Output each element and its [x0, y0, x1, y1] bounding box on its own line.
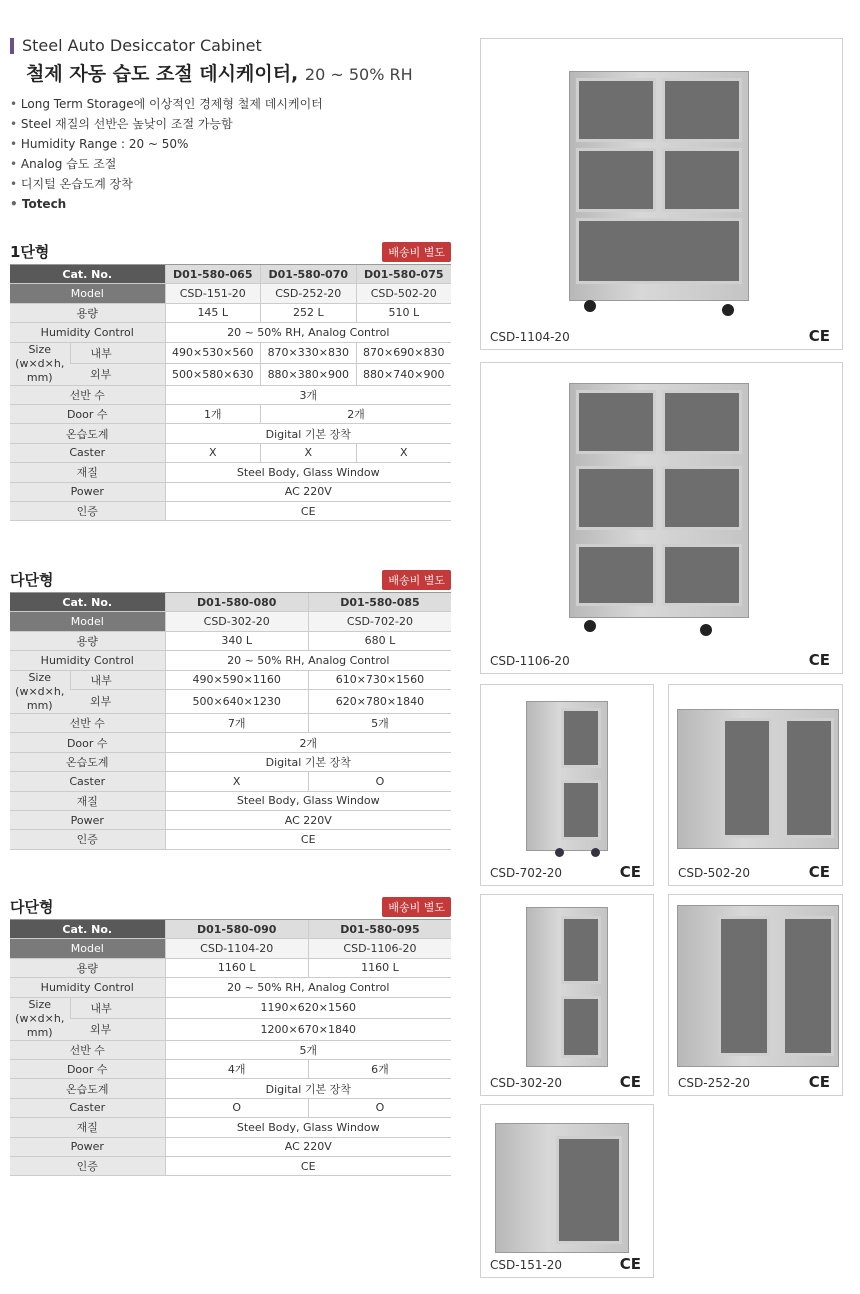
hygro-cell: Digital 기본 장착 — [165, 1079, 451, 1098]
power-label: Power — [10, 482, 165, 501]
doors-label: Door 수 — [10, 733, 165, 752]
material-cell: Steel Body, Glass Window — [165, 1118, 451, 1137]
cert-cell: CE — [165, 501, 451, 520]
product-name: CSD-252-20 — [678, 1076, 751, 1090]
ce-mark-icon: CE — [808, 651, 830, 669]
humidity-cell: 20 ~ 50% RH, Analog Control — [165, 651, 451, 670]
section-title: 1단형 — [10, 243, 50, 261]
shipping-badge: 배송비 별도 — [382, 242, 451, 262]
material-label: 재질 — [10, 1118, 165, 1137]
capacity-cell: 510 L — [356, 303, 451, 322]
cat-label: Cat. No. — [10, 920, 165, 939]
shelves-cell: 5개 — [308, 713, 451, 732]
cat-cell: D01-580-095 — [308, 920, 451, 939]
capacity-cell: 340 L — [165, 631, 308, 650]
product-name: CSD-702-20 — [490, 866, 563, 880]
spec-section-3 — [10, 897, 451, 1176]
cat-cell: D01-580-070 — [261, 265, 357, 284]
shipping-badge: 배송비 별도 — [382, 570, 451, 590]
outer-cell: 880×740×900 — [356, 364, 451, 386]
humidity-label: Humidity Control — [10, 651, 165, 670]
spec-table-3 — [10, 919, 451, 1176]
cert-label: 인증 — [10, 1156, 165, 1175]
material-cell: Steel Body, Glass Window — [165, 791, 451, 810]
feature-item: • Long Term Storage에 이상적인 경제형 철제 데시케이터 — [10, 94, 470, 114]
product-card-csd-151 — [480, 1104, 654, 1278]
caster-cell: X — [261, 443, 357, 462]
product-card-csd-702 — [480, 684, 654, 886]
cat-cell: D01-580-080 — [165, 593, 308, 612]
model-cell: CSD-302-20 — [165, 612, 308, 631]
cabinet-image — [526, 701, 608, 851]
capacity-cell: 680 L — [308, 631, 451, 650]
doors-cell: 4개 — [165, 1059, 308, 1078]
inner-cell: 1190×620×1560 — [165, 997, 451, 1019]
ce-mark-icon: CE — [619, 1073, 641, 1091]
cabinet-image — [569, 71, 749, 301]
capacity-cell: 1160 L — [165, 958, 308, 977]
title-ko-text: 철제 자동 습도 조절 데시케이터, — [26, 63, 299, 85]
outer-cell: 1200×670×1840 — [165, 1019, 451, 1041]
hygro-cell: Digital 기본 장착 — [165, 752, 451, 771]
humidity-cell: 20 ~ 50% RH, Analog Control — [165, 978, 451, 997]
cabinet-image — [677, 905, 839, 1067]
inner-cell: 490×590×1160 — [165, 670, 308, 689]
title-korean — [10, 59, 470, 86]
size-label: Size (w×d×h, mm) — [10, 997, 70, 1040]
product-card-csd-1106 — [480, 362, 843, 674]
section-title: 다단형 — [10, 571, 54, 589]
capacity-cell: 1160 L — [308, 958, 451, 977]
model-cell: CSD-502-20 — [356, 284, 451, 303]
title-english — [10, 36, 470, 55]
title-accent-bar — [10, 38, 14, 54]
product-name: CSD-502-20 — [678, 866, 751, 880]
product-name: CSD-1104-20 — [490, 330, 570, 344]
power-label: Power — [10, 1137, 165, 1156]
cat-cell: D01-580-065 — [165, 265, 261, 284]
product-name: CSD-1106-20 — [490, 654, 570, 668]
inner-cell: 870×330×830 — [261, 342, 357, 364]
capacity-cell: 252 L — [261, 303, 357, 322]
inner-cell: 870×690×830 — [356, 342, 451, 364]
hygro-label: 온습도계 — [10, 752, 165, 771]
product-card-csd-252 — [668, 894, 843, 1096]
inner-cell: 610×730×1560 — [308, 670, 451, 689]
shelves-cell: 5개 — [165, 1040, 451, 1059]
ce-mark-icon: CE — [808, 1073, 830, 1091]
humidity-label: Humidity Control — [10, 978, 165, 997]
shelves-cell: 7개 — [165, 713, 308, 732]
page-header — [10, 36, 470, 214]
shelves-label: 선반 수 — [10, 385, 165, 404]
feature-item-brand: • Totech — [10, 194, 470, 214]
caster-label: Caster — [10, 443, 165, 462]
product-card-csd-502 — [668, 684, 843, 886]
model-cell: CSD-252-20 — [261, 284, 357, 303]
capacity-label: 용량 — [10, 303, 165, 322]
title-range: 20 ~ 50% RH — [304, 65, 413, 84]
caster-label: Caster — [10, 1098, 165, 1117]
cert-cell: CE — [165, 830, 451, 849]
capacity-label: 용량 — [10, 631, 165, 650]
humidity-cell: 20 ~ 50% RH, Analog Control — [165, 323, 451, 342]
humidity-label: Humidity Control — [10, 323, 165, 342]
feature-item: • 디지털 온습도계 장착 — [10, 174, 470, 194]
outer-cell: 880×380×900 — [261, 364, 357, 386]
shelves-label: 선반 수 — [10, 1040, 165, 1059]
outer-label: 외부 — [70, 364, 165, 386]
doors-cell: 1개 — [165, 404, 261, 423]
cat-cell: D01-580-085 — [308, 593, 451, 612]
model-cell: CSD-151-20 — [165, 284, 261, 303]
model-cell: CSD-1104-20 — [165, 939, 308, 958]
ce-mark-icon: CE — [619, 863, 641, 881]
inner-label: 내부 — [70, 342, 165, 364]
feature-item: • Analog 습도 조절 — [10, 154, 470, 174]
doors-cell: 2개 — [261, 404, 451, 423]
cert-cell: CE — [165, 1156, 451, 1175]
hygro-cell: Digital 기본 장착 — [165, 424, 451, 443]
caster-cell: X — [165, 443, 261, 462]
cat-label: Cat. No. — [10, 265, 165, 284]
doors-label: Door 수 — [10, 1059, 165, 1078]
inner-label: 내부 — [70, 670, 165, 689]
capacity-cell: 145 L — [165, 303, 261, 322]
outer-cell: 620×780×1840 — [308, 689, 451, 713]
spec-section-1 — [10, 242, 451, 521]
doors-label: Door 수 — [10, 404, 165, 423]
outer-cell: 500×580×630 — [165, 364, 261, 386]
capacity-label: 용량 — [10, 958, 165, 977]
shelves-label: 선반 수 — [10, 713, 165, 732]
ce-mark-icon: CE — [808, 863, 830, 881]
outer-cell: 500×640×1230 — [165, 689, 308, 713]
outer-label: 외부 — [70, 689, 165, 713]
caster-cell: O — [165, 1098, 308, 1117]
cert-label: 인증 — [10, 830, 165, 849]
size-label: Size (w×d×h, mm) — [10, 342, 70, 385]
product-card-csd-1104 — [480, 38, 843, 350]
caster-cell: O — [308, 1098, 451, 1117]
hygro-label: 온습도계 — [10, 424, 165, 443]
cat-label: Cat. No. — [10, 593, 165, 612]
product-card-csd-302 — [480, 894, 654, 1096]
shelves-cell: 3개 — [165, 385, 451, 404]
model-cell: CSD-702-20 — [308, 612, 451, 631]
doors-cell: 2개 — [165, 733, 451, 752]
cert-label: 인증 — [10, 501, 165, 520]
power-cell: AC 220V — [165, 482, 451, 501]
product-name: CSD-151-20 — [490, 1258, 563, 1272]
section-title: 다단형 — [10, 898, 54, 916]
spec-section-2 — [10, 570, 451, 850]
ce-mark-icon: CE — [619, 1255, 641, 1273]
title-en-text: Steel Auto Desiccator Cabinet — [22, 36, 262, 55]
model-cell: CSD-1106-20 — [308, 939, 451, 958]
inner-label: 내부 — [70, 997, 165, 1019]
power-cell: AC 220V — [165, 1137, 451, 1156]
material-label: 재질 — [10, 791, 165, 810]
size-label: Size (w×d×h, mm) — [10, 670, 70, 713]
material-label: 재질 — [10, 463, 165, 482]
cat-cell: D01-580-075 — [356, 265, 451, 284]
spec-table-1 — [10, 264, 451, 521]
caster-cell: X — [356, 443, 451, 462]
cabinet-image — [495, 1123, 629, 1253]
cat-cell: D01-580-090 — [165, 920, 308, 939]
spec-table-2 — [10, 592, 451, 850]
feature-item: • Humidity Range : 20 ~ 50% — [10, 134, 470, 154]
product-name: CSD-302-20 — [490, 1076, 563, 1090]
material-cell: Steel Body, Glass Window — [165, 463, 451, 482]
outer-label: 외부 — [70, 1019, 165, 1041]
doors-cell: 6개 — [308, 1059, 451, 1078]
model-label: Model — [10, 284, 165, 303]
model-label: Model — [10, 939, 165, 958]
cabinet-image — [677, 709, 839, 849]
ce-mark-icon: CE — [808, 327, 830, 345]
model-label: Model — [10, 612, 165, 631]
power-label: Power — [10, 810, 165, 829]
caster-cell: O — [308, 772, 451, 791]
cabinet-image — [569, 383, 749, 618]
power-cell: AC 220V — [165, 810, 451, 829]
feature-item: • Steel 재질의 선반은 높낮이 조절 가능함 — [10, 114, 470, 134]
hygro-label: 온습도계 — [10, 1079, 165, 1098]
caster-cell: X — [165, 772, 308, 791]
inner-cell: 490×530×560 — [165, 342, 261, 364]
feature-list — [10, 94, 470, 214]
shipping-badge: 배송비 별도 — [382, 897, 451, 917]
caster-label: Caster — [10, 772, 165, 791]
cabinet-image — [526, 907, 608, 1067]
